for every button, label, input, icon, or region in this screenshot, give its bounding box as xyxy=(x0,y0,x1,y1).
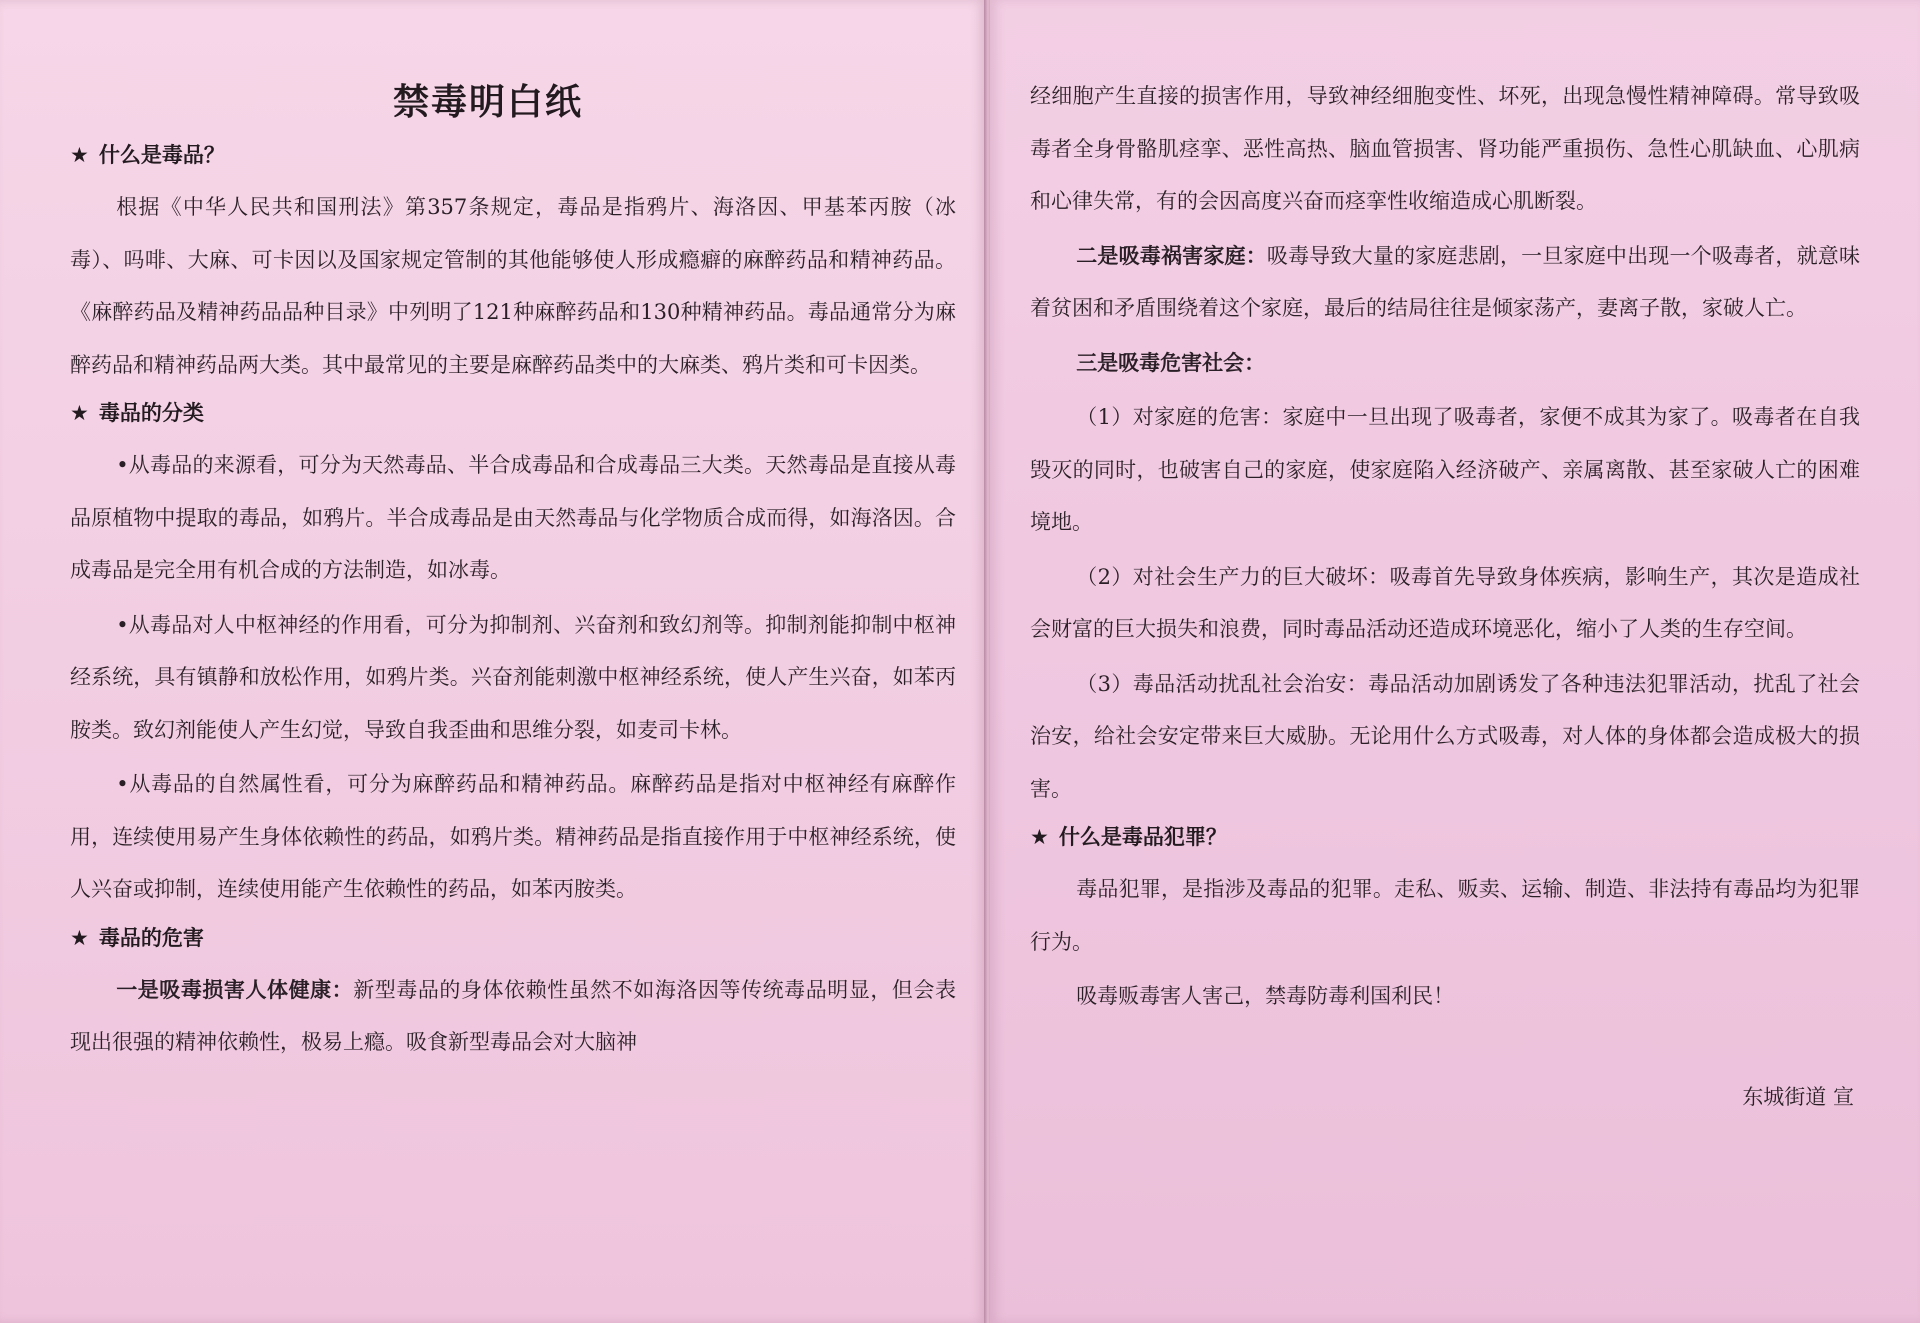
bullet-by-property: •从毒品的自然属性看，可分为麻醉药品和精神药品。麻醉药品是指对中枢神经有麻醉作用，连续使用易产生身体依赖性的药品，如鸦片类。精神药品是指直接作用于中枢神经系统，使人兴奋或抑制，连续使用能产生依赖性的药品，如苯丙胺类。 xyxy=(70,772,956,901)
star-icon: ★ xyxy=(70,143,89,167)
paragraph-lead: 一是吸毒损害人体健康： xyxy=(116,977,354,1002)
paragraph-society-harm-lead xyxy=(1030,337,1860,390)
section-heading-text: 什么是毒品？ xyxy=(98,143,225,167)
paragraph-drug-definition: 根据《中华人民共和国刑法》第357条规定，毒品是指鸦片、海洛因、甲基苯丙胺（冰毒）、吗啡、大麻、可卡因以及国家规定管制的其他能够使人形成瘾癖的麻醉药品和精神药品。《麻醉药品及精神药品品种目录》中列明了121种麻醉药品和130种精神药品。毒品通常分为麻醉药品和精神药品两大类。其中最常见的主要是麻醉药品类中的大麻类、鸦片类和可卡因类。 xyxy=(70,195,956,377)
section-heading-text: 毒品的危害 xyxy=(98,925,204,950)
paragraph-family-harm xyxy=(1030,230,1860,335)
section-heading-classification xyxy=(70,397,956,429)
paragraph-lead: 三是吸毒危害社会： xyxy=(1076,350,1266,375)
section-heading-text: 什么是毒品犯罪？ xyxy=(1058,825,1227,849)
bullet-by-source: •从毒品的来源看，可分为天然毒品、半合成毒品和合成毒品三大类。天然毒品是直接从毒品原植物中提取的毒品，如鸦片。半合成毒品是由天然毒品与化学物质合成而得，如海洛因。合成毒品是完全用有机合成的方法制造，如冰毒。 xyxy=(70,453,956,582)
item-productivity-harm: （2）对社会生产力的巨大破坏：吸毒首先导致身体疾病，影响生产，其次是造成社会财富的巨大损失和浪费，同时毒品活动还造成环境恶化，缩小了人类的生存空间。 xyxy=(1030,564,1860,641)
section-heading-harms xyxy=(70,922,956,954)
right-page xyxy=(990,0,1920,1323)
page-title: 禁毒明白纸 xyxy=(392,82,583,123)
item-public-order-harm: （3）毒品活动扰乱社会治安：毒品活动加剧诱发了各种违法犯罪活动，扰乱了社会治安，给社会安定带来巨大威胁。无论用什么方式吸毒，对人体的身体都会造成极大的损害。 xyxy=(1030,671,1860,801)
paragraph-health-harm xyxy=(70,964,956,1069)
slogan: 吸毒贩毒害人害己，禁毒防毒利国利民！ xyxy=(1076,984,1455,1008)
paragraph-drug-crime: 毒品犯罪，是指涉及毒品的犯罪。走私、贩卖、运输、制造、非法持有毒品均为犯罪行为。 xyxy=(1030,877,1860,954)
section-heading-what-is-drug xyxy=(70,139,956,171)
paragraph-text: 吸毒导致大量的家庭悲剧，一旦家庭中出现一个吸毒者，就意味着贫困和矛盾围绕着这个家庭，最后的结局往往是倾家荡产，妻离子散，家破人亡。 xyxy=(1030,243,1860,320)
star-icon: ★ xyxy=(70,401,89,425)
star-icon: ★ xyxy=(70,925,89,950)
paragraph-lead: 二是吸毒祸害家庭： xyxy=(1076,243,1267,268)
paragraph-text: 新型毒品的身体依赖性虽然不如海洛因等传统毒品明显，但会表现出很强的精神依赖性，极易上瘾。吸食新型毒品会对大脑神 xyxy=(70,977,957,1054)
star-icon: ★ xyxy=(1030,825,1049,849)
section-heading-drug-crime xyxy=(1030,821,1860,853)
section-heading-text: 毒品的分类 xyxy=(98,401,204,425)
paragraph-health-harm-continued: 经细胞产生直接的损害作用，导致神经细胞变性、坏死，出现急慢性精神障碍。常导致吸毒者全身骨骼肌痉挛、恶性高热、脑血管损害、肾功能严重损伤、急性心肌缺血、心肌病和心律失常，有的会因高度兴奋而痉挛性收缩造成心肌断裂。 xyxy=(1030,84,1860,213)
item-family-harm: （1）对家庭的危害：家庭中一旦出现了吸毒者，家便不成其为家了。吸毒者在自我毁灭的同时，也破害自己的家庭，使家庭陷入经济破产、亲属离散、甚至家破人亡的困难境地。 xyxy=(1030,405,1860,534)
bullet-by-effect: •从毒品对人中枢神经的作用看，可分为抑制剂、兴奋剂和致幻剂等。抑制剂能抑制中枢神经系统，具有镇静和放松作用，如鸦片类。兴奋剂能刺激中枢神经系统，使人产生兴奋，如苯丙胺类。致幻剂能使人产生幻觉，导致自我歪曲和思维分裂，如麦司卡林。 xyxy=(70,612,956,742)
signature: 东城街道 宣 xyxy=(1742,1084,1854,1109)
